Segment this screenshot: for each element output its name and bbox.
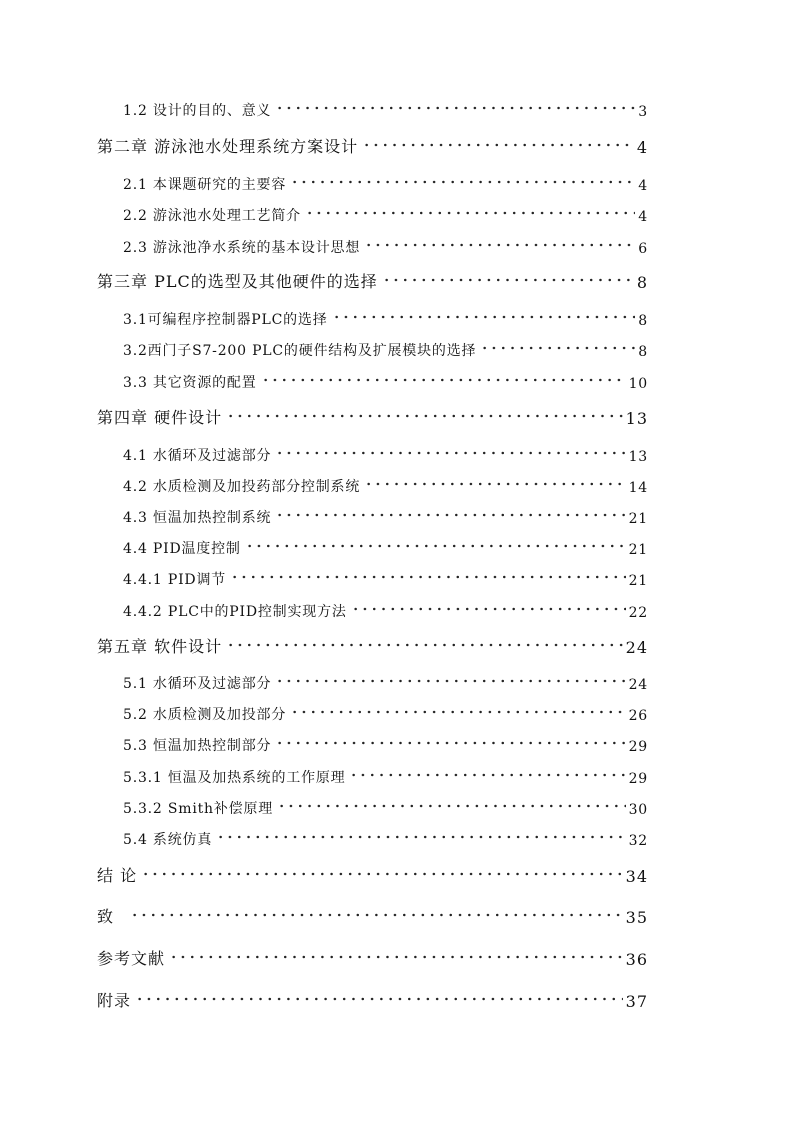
- toc-entry-page: 30: [628, 802, 648, 818]
- toc-entry[interactable]: [97, 903, 648, 927]
- toc-entry-title: 2.3 游泳池净水系统的基本设计思想: [123, 240, 361, 256]
- toc-dot-leader: [332, 310, 636, 324]
- toc-entry[interactable]: [123, 96, 648, 120]
- toc-dot-leader: [362, 138, 634, 152]
- toc-entry-page: 10: [628, 376, 648, 392]
- toc-dot-leader: [275, 446, 625, 460]
- toc-dot-leader: [275, 736, 625, 750]
- toc-entry-page: 14: [628, 480, 648, 496]
- toc-dot-leader: [135, 992, 623, 1006]
- toc-entry-page: 29: [628, 739, 648, 755]
- toc-entry-title: 2.1 本课题研究的主要容: [123, 177, 287, 193]
- toc-entry-title: 5.4 系统仿真: [123, 832, 213, 848]
- toc-entry-page: 36: [625, 950, 648, 969]
- toc-entry[interactable]: [97, 862, 648, 886]
- toc-dot-leader: [277, 799, 626, 813]
- toc-entry-title: 4.4 PID温度控制: [123, 541, 241, 557]
- toc-entry[interactable]: [123, 565, 648, 589]
- toc-dot-leader: [275, 101, 635, 115]
- toc-dot-leader: [275, 508, 625, 522]
- toc-entry-title: 1.2 设计的目的、意义: [123, 103, 272, 119]
- toc-entry-title: 4.4.1 PID调节: [123, 572, 227, 588]
- toc-entry[interactable]: [123, 170, 648, 194]
- toc-entry[interactable]: [123, 794, 648, 818]
- toc-entry-page: 24: [628, 677, 648, 693]
- toc-dot-leader: [169, 950, 623, 964]
- toc-entry[interactable]: [123, 731, 648, 755]
- toc-entry[interactable]: [97, 633, 648, 657]
- toc-entry-page: 35: [625, 908, 648, 927]
- toc-entry[interactable]: [123, 472, 648, 496]
- toc-entry-title: 附录: [97, 991, 132, 1010]
- toc-entry-title: 5.2 水质检测及加投部分: [123, 707, 287, 723]
- toc-entry[interactable]: [123, 336, 648, 360]
- toc-entry[interactable]: [123, 700, 648, 724]
- toc-dot-leader: [130, 908, 622, 922]
- toc-dot-leader: [364, 477, 625, 491]
- toc-entry-page: 29: [628, 771, 648, 787]
- toc-dot-leader: [245, 539, 626, 553]
- toc-entry[interactable]: [123, 669, 648, 693]
- toc-entry-title: 4.1 水循环及过滤部分: [123, 448, 272, 464]
- toc-dot-leader: [382, 273, 634, 287]
- toc-entry[interactable]: [123, 825, 648, 849]
- toc-entry-page: 26: [628, 708, 648, 724]
- toc-entry-title: 5.3.1 恒温及加热系统的工作原理: [123, 770, 346, 786]
- toc-entry[interactable]: [123, 597, 648, 621]
- toc-entry-page: 37: [625, 992, 648, 1011]
- toc-dot-leader: [230, 570, 626, 584]
- toc-entry[interactable]: [123, 534, 648, 558]
- toc-entry-page: 34: [625, 867, 648, 886]
- toc-entry[interactable]: [123, 368, 648, 392]
- toc-entry-page: 8: [636, 273, 648, 292]
- toc-entry-page: 32: [628, 833, 648, 849]
- toc-entry-page: 22: [628, 605, 648, 621]
- toc-entry-page: 13: [628, 449, 648, 465]
- toc-entry-page: 21: [628, 511, 648, 527]
- toc-dot-leader: [226, 409, 623, 423]
- toc-entry-title: 结 论: [97, 866, 138, 885]
- toc-entry-title: 5.1 水循环及过滤部分: [123, 676, 272, 692]
- toc-entry-title: 第五章 软件设计: [97, 637, 223, 656]
- toc-entry-page: 4: [636, 138, 648, 157]
- toc-entry-title: 3.2西门子S7-200 PLC的硬件结构及扩展模块的选择: [123, 343, 477, 359]
- toc-dot-leader: [290, 175, 635, 189]
- toc-entry-page: 3: [638, 104, 648, 120]
- toc-entry[interactable]: [97, 987, 648, 1011]
- toc-entry-page: 8: [638, 313, 648, 329]
- toc-dot-leader: [351, 602, 626, 616]
- toc-dot-leader: [480, 341, 635, 355]
- toc-entry-page: 13: [625, 409, 648, 428]
- toc-entry-page: 4: [638, 178, 648, 194]
- toc-dot-leader: [261, 373, 626, 387]
- toc-entry-page: 24: [625, 638, 648, 657]
- toc-dot-leader: [141, 867, 623, 881]
- toc-entry-title: 5.3 恒温加热控制部分: [123, 738, 272, 754]
- toc-entry[interactable]: [97, 404, 648, 428]
- toc-dot-leader: [305, 206, 635, 220]
- toc-entry[interactable]: [97, 268, 648, 292]
- toc-entry-title: 致: [97, 907, 127, 926]
- toc-entry-title: 3.3 其它资源的配置: [123, 375, 257, 391]
- toc-entry-title: 4.4.2 PLC中的PID控制实现方法: [123, 604, 347, 620]
- toc-entry-page: 8: [638, 344, 648, 360]
- toc-entry-title: 3.1可编程序控制器PLC的选择: [123, 312, 328, 328]
- toc-entry[interactable]: [123, 201, 648, 225]
- toc-entry[interactable]: [123, 233, 648, 257]
- toc-entry-title: 4.2 水质检测及加投药部分控制系统: [123, 479, 361, 495]
- toc-entry-page: 21: [628, 573, 648, 589]
- toc-entry[interactable]: [123, 503, 648, 527]
- toc-dot-leader: [290, 705, 625, 719]
- toc-dot-leader: [275, 674, 625, 688]
- toc-entry[interactable]: [123, 763, 648, 787]
- toc-entry[interactable]: [97, 133, 648, 157]
- toc-entry-page: 21: [628, 542, 648, 558]
- toc-entry-title: 第三章 PLC的选型及其他硬件的选择: [97, 272, 378, 291]
- toc-dot-leader: [226, 638, 623, 652]
- toc-entry-page: 6: [638, 241, 648, 257]
- toc-dot-leader: [364, 238, 635, 252]
- toc-entry-page: 4: [638, 209, 648, 225]
- toc-entry-title: 参考文献: [97, 949, 166, 968]
- toc-entry-title: 第二章 游泳池水处理系统方案设计: [97, 137, 359, 156]
- toc-entry-title: 4.3 恒温加热控制系统: [123, 510, 272, 526]
- toc-entry[interactable]: [123, 305, 648, 329]
- toc-entry-title: 第四章 硬件设计: [97, 408, 223, 427]
- toc-entry[interactable]: [97, 945, 648, 969]
- toc-entry[interactable]: [123, 441, 648, 465]
- toc-dot-leader: [216, 830, 625, 844]
- toc-entry-title: 2.2 游泳池水处理工艺简介: [123, 208, 301, 224]
- toc-dot-leader: [349, 768, 625, 782]
- toc-entry-title: 5.3.2 Smith补偿原理: [123, 801, 274, 817]
